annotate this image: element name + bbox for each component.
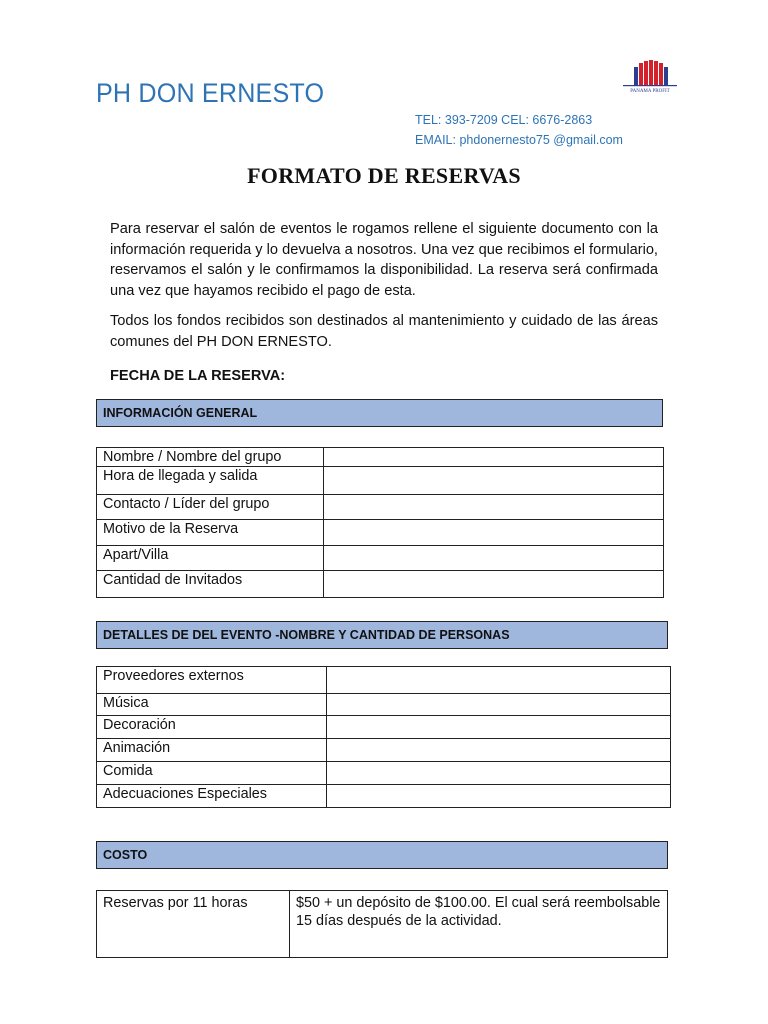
intro-paragraph: Para reservar el salón de eventos le rogamos rellene el siguiente documento con la información requerida y lo devuelva a nosotros. Una vez que recibimos el formulario, reservamos el salón y le confirmamos la disponibilidad. La reserva será confirmada una vez que hayamos recibido el pago de esta. xyxy=(110,221,658,299)
cost-table xyxy=(96,890,668,958)
general-label-contact: Contacto / Líder del grupo xyxy=(97,495,324,520)
details-label-special: Adecuaciones Especiales xyxy=(97,785,327,808)
logo-text: PANAMA PROFIT xyxy=(630,89,670,94)
event-details-heading xyxy=(96,621,668,649)
general-info-heading xyxy=(96,399,663,427)
details-label-decoration: Decoración xyxy=(97,716,327,739)
contact-phone: TEL: 393-7209 CEL: 6676-2863 xyxy=(415,113,593,127)
details-input-decoration[interactable] xyxy=(327,716,671,739)
details-input-special[interactable] xyxy=(327,785,671,808)
page-title: FORMATO DE RESERVAS xyxy=(247,163,521,188)
general-input-hours[interactable] xyxy=(324,467,664,495)
general-info-table xyxy=(96,447,664,598)
general-label-guests: Cantidad de Invitados xyxy=(97,571,324,598)
general-label-apartment: Apart/Villa xyxy=(97,546,324,571)
company-logo xyxy=(621,58,679,94)
funds-paragraph: Todos los fondos recibidos son destinados al mantenimiento y cuidado de las áreas comunes del PH DON ERNESTO. xyxy=(110,313,658,350)
details-input-music[interactable] xyxy=(327,694,671,716)
general-label-name: Nombre / Nombre del grupo xyxy=(97,448,324,467)
event-details-table xyxy=(96,666,671,808)
general-input-guests[interactable] xyxy=(324,571,664,598)
general-input-reason[interactable] xyxy=(324,520,664,546)
contact-email: EMAIL: phdonernesto75 @gmail.com xyxy=(415,133,623,147)
general-input-contact[interactable] xyxy=(324,495,664,520)
cost-value: $50 + un depósito de $100.00. El cual será reembolsable 15 días después de la actividad. xyxy=(290,891,668,958)
details-input-providers[interactable] xyxy=(327,667,671,694)
event-details-heading-text: DETALLES DE DEL EVENTO -NOMBRE Y CANTIDAD DE PERSONAS xyxy=(103,628,510,642)
general-info-heading-text: INFORMACIÓN GENERAL xyxy=(103,406,258,420)
details-label-providers: Proveedores externos xyxy=(97,667,327,694)
details-input-food[interactable] xyxy=(327,762,671,785)
cost-label: Reservas por 11 horas xyxy=(97,891,290,958)
details-label-music: Música xyxy=(97,694,327,716)
cost-heading xyxy=(96,841,668,869)
cost-heading-text: COSTO xyxy=(103,848,148,862)
general-input-name[interactable] xyxy=(324,448,664,467)
details-input-animation[interactable] xyxy=(327,739,671,762)
details-label-food: Comida xyxy=(97,762,327,785)
details-label-animation: Animación xyxy=(97,739,327,762)
general-input-apartment[interactable] xyxy=(324,546,664,571)
reservation-date-label: FECHA DE LA RESERVA: xyxy=(110,368,286,384)
general-label-reason: Motivo de la Reserva xyxy=(97,520,324,546)
general-label-hours: Hora de llegada y salida xyxy=(97,467,324,495)
brand-title: PH DON ERNESTO xyxy=(96,78,325,108)
